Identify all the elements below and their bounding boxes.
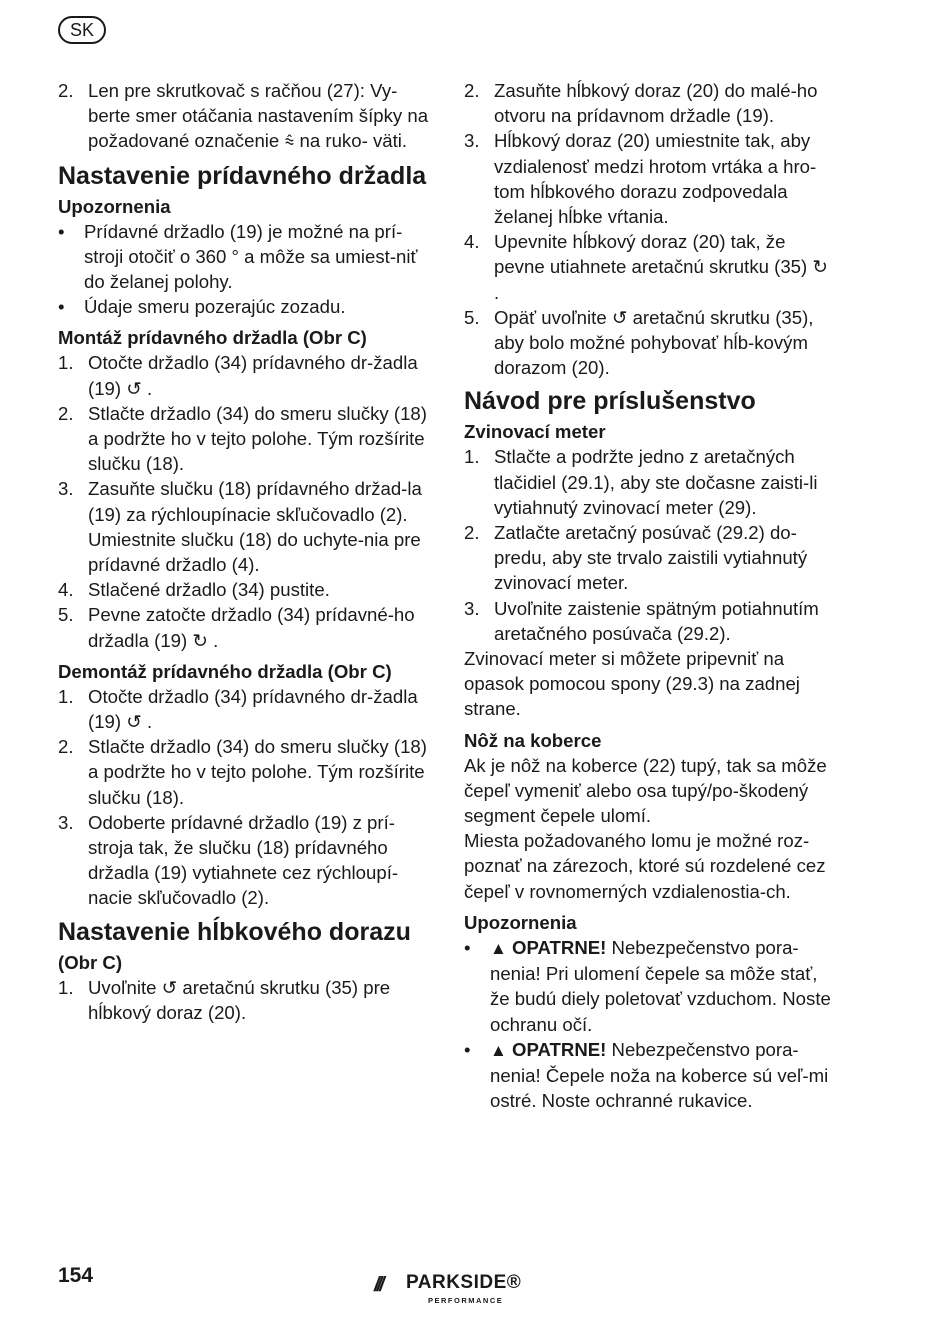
section-heading: Nastavenie prídavného držadla [58, 161, 427, 190]
bullet-item: • Prídavné držadlo (19) je možné na prí-stroji otočiť o 360 ° a môže sa umiest-niť do želanej polohy. [58, 220, 418, 293]
right-column [464, 78, 836, 1113]
list-item: 3. Zasuňte slučku (18) prídavného držad-la (19) za rýchloupínacie skľučovadlo (2). Umiestnite slučku (18) do uchyte-nia pre prídavné držadlo (4). [58, 478, 422, 576]
paragraph: Miesta požadovaného lomu je možné roz-poznať na zárezoch, ktoré sú rozdelené cez čepeľ v rovnomerných vzdialenostia-ch. [464, 830, 826, 902]
logo-wordmark: PARKSIDE® [406, 1272, 522, 1293]
item-number: 2. [58, 80, 74, 101]
warning-triangle-icon: ▲ [490, 1040, 507, 1060]
logo-stripes: /// [374, 1274, 382, 1296]
list-item: 2. Zasuňte hĺbkový doraz (20) do malé-ho otvoru na prídavnom držadle (19). [464, 80, 818, 127]
language-badge [58, 16, 106, 44]
paragraph: Zvinovací meter si môžete pripevniť na opasok pomocou spony (29.3) na zadnej strane. [464, 648, 800, 720]
subheading: Demontáž prídavného držadla (Obr C) [58, 660, 392, 682]
page-number: 154 [58, 1264, 94, 1287]
list-item: 2. Zatlačte aretačný posúvač (29.2) do-predu, aby ste trvalo zaistili vytiahnutý zvinovací meter. [464, 522, 808, 594]
subheading: (Obr C) [58, 951, 123, 973]
subheading: Upozornenia [464, 911, 577, 933]
logo-subtitle: PERFORMANCE [428, 1296, 504, 1305]
list-item: 4. Stlačené držadlo (34) pustite. [58, 579, 330, 601]
list-item: 1. Stlačte a podržte jedno z aretačných tlačidiel (29.1), aby ste dočasne zaisti-li vytiahnutý zvinovací meter (29). [464, 446, 818, 518]
parkside-logo [374, 1270, 524, 1310]
left-column [58, 78, 430, 1025]
list-item: 4. Upevnite hĺbkový doraz (20) tak, že pevne utiahnete aretačnú skrutku (35) ↻ . [464, 231, 828, 303]
subheading: Upozornenia [58, 195, 171, 217]
subheading: Nôž na koberce [464, 729, 602, 751]
section-heading: Nastavenie hĺbkového dorazu [58, 917, 411, 946]
section-heading: Návod pre príslušenstvo [464, 387, 756, 416]
item-text: Len pre skrutkovač s račňou (27): Vy- berte smer otáčania nastavením šípky na požadované označenie ⩯ na ruko- väti. [88, 80, 429, 152]
warning-item: • ▲ OPATRNE! Nebezpečenstvo pora-nenia! Čepele noža na koberce sú veľ-mi ostré. Noste ochranné rukavice. [464, 1038, 829, 1112]
bullet-item: • Údaje smeru pozerajúc zozadu. [58, 296, 346, 318]
list-item: 5. Opäť uvoľnite ↺ aretačnú skrutku (35), aby bolo možné pohybovať hĺb-kovým dorazom (20). [464, 306, 814, 379]
ratchet-symbol-icon: ⩯ [284, 132, 295, 152]
warning-item: • ▲ OPATRNE! Nebezpečenstvo pora-nenia! Pri ulomení čepele sa môže stať, že budú diely poletovať vzduchom. Noste ochranu očí. [464, 936, 831, 1035]
list-item: 5. Pevne zatočte držadlo (34) prídavné-ho držadla (19) ↻ . [58, 604, 415, 651]
list-item: 1. Uvoľnite ↺ aretačnú skrutku (35) pre hĺbkový doraz (20). [58, 976, 391, 1023]
list-item [58, 78, 430, 155]
paragraph: Ak je nôž na koberce (22) tupý, tak sa môže čepeľ vymeniť alebo osa tupý/po-škodený segment čepele ulomí. [464, 754, 827, 827]
language-badge-label: SK [69, 19, 94, 40]
subheading: Montáž prídavného držadla (Obr C) [58, 327, 367, 349]
subheading: Zvinovací meter [464, 421, 606, 443]
list-item: 2. Stlačte držadlo (34) do smeru slučky (18) a podržte ho v tejto polohe. Tým rozšírite slučku (18). [58, 402, 427, 475]
list-item: 2. Stlačte držadlo (34) do smeru slučky (18) a podržte ho v tejto polohe. Tým rozšírite slučku (18). [58, 736, 427, 808]
list-item: 3. Hĺbkový doraz (20) umiestnite tak, aby vzdialenosť medzi hrotom vrtáka a hro-tom hĺbkového dorazu zodpovedala želanej hĺbke vŕtania. [464, 130, 817, 228]
list-item: 1. Otočte držadlo (34) prídavného dr-žadla (19) ↺ . [58, 685, 418, 733]
list-item: 3. Uvoľnite zaistenie spätným potiahnutím aretačného posúvača (29.2). [464, 597, 819, 644]
list-item: 1. Otočte držadlo (34) prídavného dr-žadla (19) ↺ . [58, 352, 418, 399]
list-item: 3. Odoberte prídavné držadlo (19) z prí-stroja tak, že slučku (18) prídavného držadla (19) vytiahnete cez rýchloupí-nacie skľučovadlo (2). [58, 811, 399, 909]
warning-triangle-icon: ▲ [490, 938, 507, 958]
